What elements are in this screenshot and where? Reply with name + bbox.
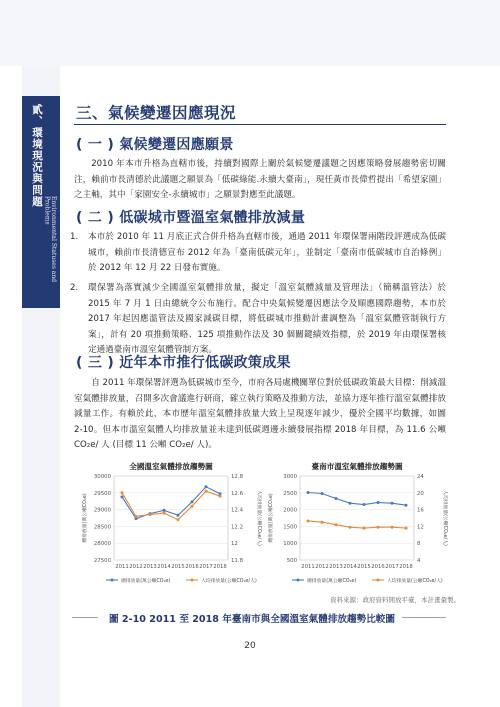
- section-3-title: ( 三 ) 近年本市推行低碳政策成果: [76, 355, 291, 371]
- x-tick-label: 2018: [213, 564, 227, 570]
- x-tick-label: 2016: [185, 564, 199, 570]
- figure-source: 資料來源：政府資料開放平臺，本計畫彙製。: [330, 596, 460, 604]
- section-3-paragraph: 自 2011 年環保署評選為低碳城市至今，市府各局處機關單位對於低碳政策最大目標：削減溫室氣體排放量，召開多次會議進行研商，確立執行策略及推動方法，並協力逐年推行溫室氣體排放減量工作。有賴於此，本市歷年溫室氣體排放量大致上呈現逐年減少，優於全國平均數據，如圖 2-10。但本市溫室氣體人均排放量並未達到低碳週邊永續發展指標 2018 年目標，為 11.6 公噸 CO₂e/ 人 (目標 11 公噸 CO₂e/ 人)。: [74, 378, 446, 450]
- y-tick-label-right: 8: [417, 541, 421, 548]
- data-point: [191, 505, 194, 508]
- legend-label: 人均排放量(公噸CO₂e/人): [201, 579, 257, 584]
- x-tick-label: 2018: [399, 564, 413, 570]
- data-point: [391, 502, 394, 505]
- legend-marker: [377, 579, 380, 582]
- data-point: [121, 495, 124, 498]
- data-point: [335, 497, 338, 500]
- y-axis-label-right: 人均排放量(公噸CO₂e/人): [442, 490, 447, 546]
- data-point: [307, 491, 310, 494]
- heading-rule: [74, 124, 446, 125]
- data-point: [391, 526, 394, 529]
- chart-title: 臺南市溫室氣體排放趨勢圖: [311, 462, 403, 471]
- x-tick-label: 2015: [357, 564, 371, 570]
- section-2-title: ( 二 ) 低碳城市暨溫室氣體排放減量: [76, 210, 306, 226]
- legend-label: 人均排放量(公噸CO₂e/人): [387, 579, 443, 584]
- national-emissions-chart: [76, 460, 266, 590]
- data-point: [177, 514, 180, 517]
- y-axis-label-right: 人均排放量(公噸CO₂e/人): [256, 490, 261, 546]
- legend-label: 總排放量(萬公噸CO₂e): [307, 579, 357, 584]
- data-point: [405, 504, 408, 507]
- data-point: [205, 490, 208, 493]
- plot-area: [114, 476, 228, 560]
- y-tick-label-right: 24: [417, 474, 424, 480]
- y-tick-label-right: 12.6: [231, 490, 244, 497]
- x-tick-label: 2015: [171, 564, 185, 570]
- y-tick-label-left: 3000: [283, 474, 297, 480]
- data-point: [363, 503, 366, 506]
- x-tick-label: 2012: [129, 564, 143, 570]
- x-tick-label: 2017: [385, 564, 399, 570]
- x-tick-label: 2014: [343, 564, 357, 570]
- y-tick-label-left: 1000: [283, 541, 297, 548]
- y-axis-label-left: 總排放量(萬公噸CO₂e): [269, 493, 274, 543]
- data-point: [307, 519, 310, 522]
- data-point: [205, 485, 208, 488]
- data-point: [377, 526, 380, 529]
- y-tick-label-right: 4: [417, 558, 421, 564]
- data-point: [219, 495, 222, 498]
- data-point: [321, 492, 324, 495]
- list-item-number: 1.: [70, 232, 79, 242]
- y-tick-label-left: 28000: [93, 541, 111, 548]
- y-tick-label-right: 16: [417, 507, 424, 514]
- x-tick-label: 2011: [115, 564, 129, 570]
- chapter-subtitle: Environmental Statuses and Problems: [43, 196, 57, 283]
- data-point: [177, 518, 180, 521]
- data-point: [349, 526, 352, 529]
- data-point: [321, 521, 324, 524]
- y-tick-label-right: 12: [417, 524, 424, 531]
- list-item-text: 本市於 2010 年 11 月底正式合併升格為直轄市後，通過 2011 年環保署兩階段評選成為低碳城市，賴前市長清德宣布 2012 年為「臺南低碳元年」，並制定「臺南市低碳城市自治條例」於 2012 年 12 月 22 日發布實施。: [88, 232, 446, 273]
- tainan-emissions-chart: [262, 460, 452, 590]
- x-tick-label: 2012: [315, 564, 329, 570]
- legend-marker: [191, 579, 194, 582]
- y-tick-label-left: 1500: [283, 524, 297, 531]
- figure-caption: 圖 2-10 2011 至 2018 年臺南市與全國溫室氣體排放趨勢比較圖: [109, 614, 395, 625]
- y-tick-label-left: 29500: [93, 490, 111, 497]
- data-point: [377, 501, 380, 504]
- y-tick-label-left: 30000: [93, 474, 111, 480]
- section-1-title: ( 一 ) 氣候變遷因應願景: [76, 137, 234, 153]
- y-tick-label-left: 2000: [283, 507, 297, 514]
- y-tick-label-right: 12.4: [231, 507, 244, 514]
- y-tick-label-left: 28500: [93, 524, 111, 531]
- data-point: [121, 491, 124, 494]
- data-point: [349, 502, 352, 505]
- x-tick-label: 2016: [371, 564, 385, 570]
- data-point: [163, 509, 166, 512]
- y-tick-label-right: 20: [417, 490, 424, 497]
- x-tick-label: 2013: [143, 564, 157, 570]
- y-tick-label-right: 11.8: [231, 558, 244, 564]
- y-tick-label-left: 2500: [283, 490, 297, 497]
- main-heading: 三、氣候變遷因應現況: [76, 104, 237, 122]
- list-item-text: 環保署為落實減少全國溫室氣體排放量，擬定「溫室氣體減量及管理法」（簡稱溫管法）於 2015 年 7 月 1 日由總統令公布施行。配合中央氣候變遷因應法令及順應國際趨勢，本市於 2017 年起因應溫管法及國家減碳目標，將低碳城市推動計畫調整為「溫室氣體管制執行方案」，計有 20 項推動策略、125 項推動作法及 30 個關鍵績效指標，於 2019 年由環保署核定通過臺南市溫室氣體管制方案。: [88, 283, 446, 355]
- y-tick-label-right: 12.2: [231, 524, 244, 531]
- data-point: [405, 527, 408, 530]
- plot-area: [300, 476, 414, 560]
- y-tick-label-left: 29000: [93, 507, 111, 514]
- page-number: 20: [244, 641, 256, 651]
- y-tick-label-left: 500: [286, 558, 297, 564]
- legend-label: 總排放量(萬公噸CO₂e): [121, 579, 171, 584]
- x-tick-label: 2014: [157, 564, 171, 570]
- data-point: [135, 515, 138, 518]
- y-tick-label-right: 12.8: [231, 474, 244, 480]
- x-tick-label: 2013: [329, 564, 343, 570]
- page-header-band: [0, 0, 500, 66]
- x-tick-label: 2017: [199, 564, 213, 570]
- data-point: [363, 527, 366, 530]
- list-item-number: 2.: [70, 283, 79, 293]
- section-1-paragraph: 2010 年本市升格為直轄市後，持續對國際上關於氣候變遷議題之因應策略發展趨勢密切關注，賴前市長清德於此議題之願景為「低碳綠能.永續大臺南」，現任黃市長偉哲提出「希望家園」之主軸，其中「家園安全-永續城市」之願景對應至此議題。: [74, 159, 446, 200]
- y-tick-label-right: 12: [231, 541, 238, 548]
- x-tick-label: 2011: [301, 564, 315, 570]
- data-point: [163, 511, 166, 514]
- y-axis-label-left: 總排放量(萬公噸CO₂e): [83, 493, 88, 543]
- data-point: [149, 513, 152, 516]
- chart-title: 全國溫室氣體排放趨勢圖: [129, 462, 213, 471]
- legend-marker: [111, 579, 114, 582]
- legend-marker: [297, 579, 300, 582]
- chapter-title: 貳、環境現況與問題: [31, 104, 43, 208]
- data-point: [191, 500, 194, 503]
- y-tick-label-left: 27500: [93, 558, 111, 564]
- data-point: [335, 523, 338, 526]
